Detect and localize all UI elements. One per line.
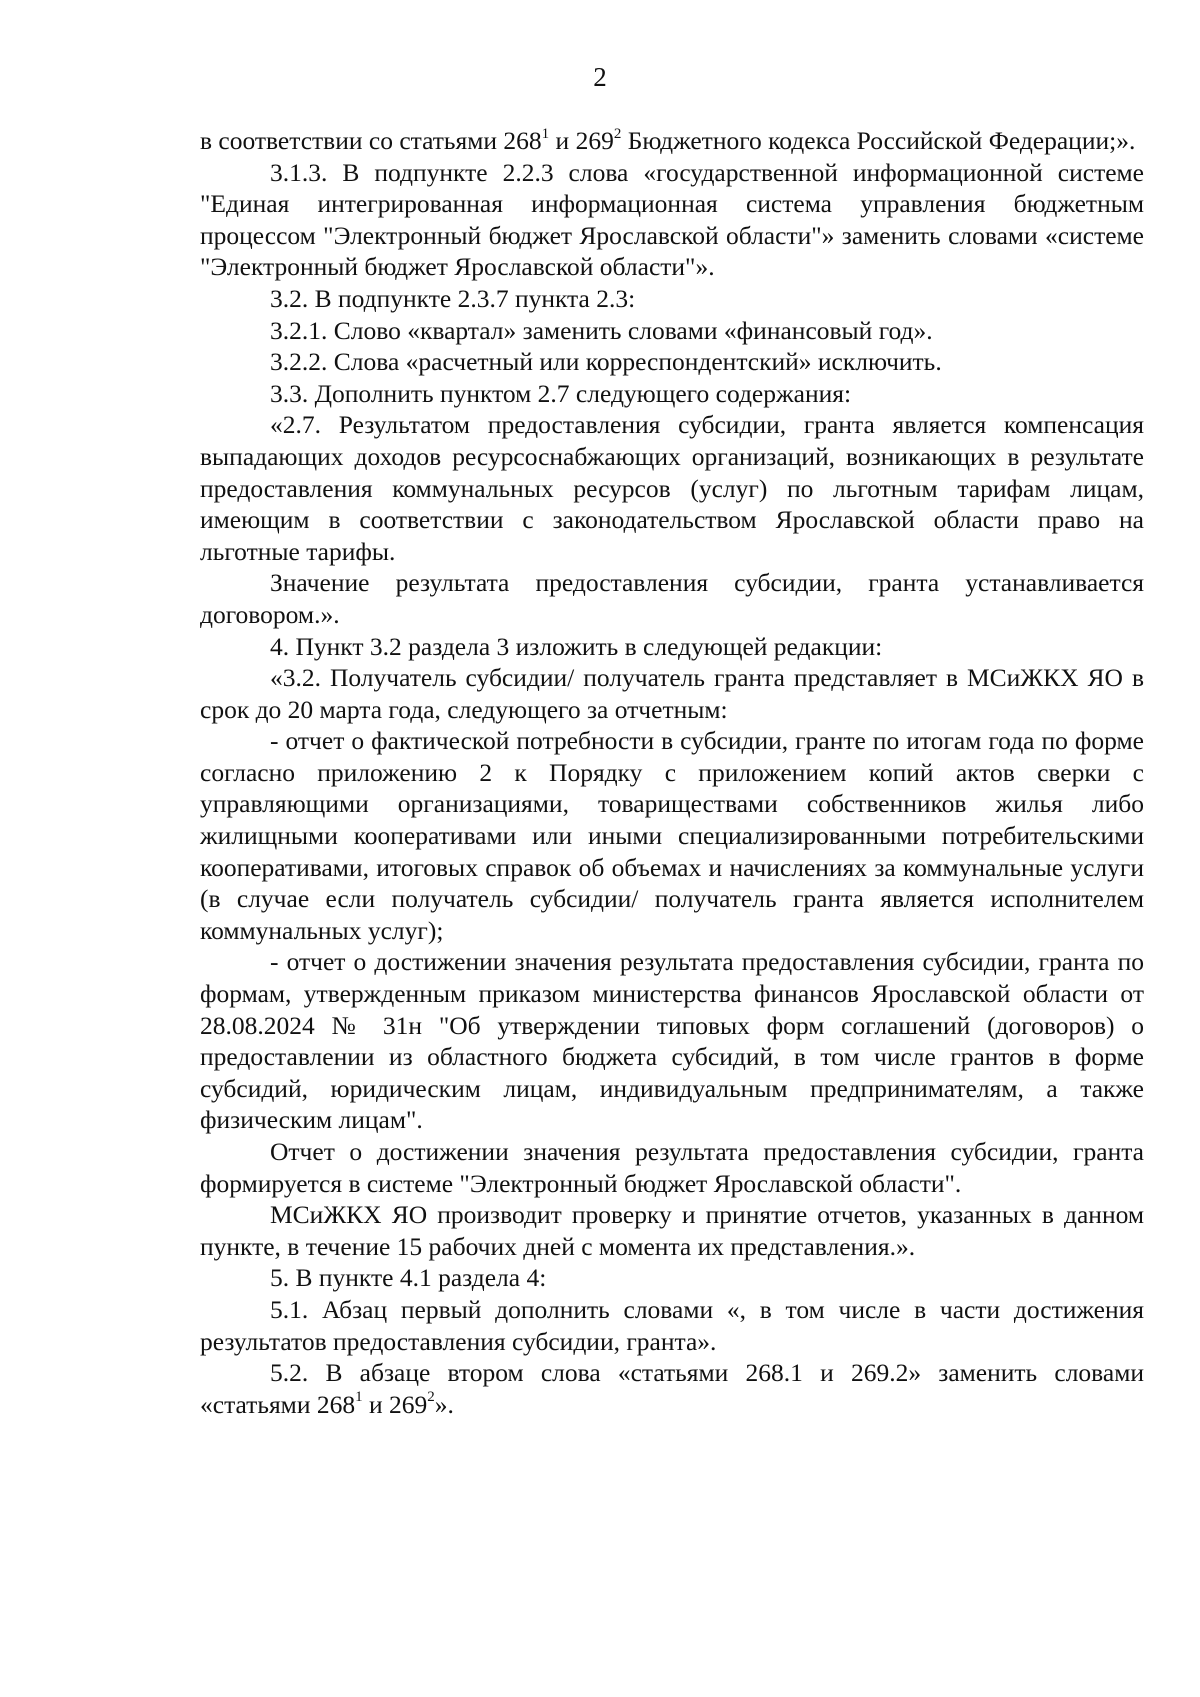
paragraph-3-1-3: 3.1.3. В подпункте 2.2.3 слова «государственной информационной системе "Единая интегрированная информационная система управления бюджетным процессом "Электронный бюджет Ярославской области"» заменить словами «системе "Электронный бюджет Ярославской области"».	[200, 157, 1144, 282]
paragraph-3-3: 3.3. Дополнить пунктом 2.7 следующего содержания:	[270, 378, 852, 408]
paragraph-5-2: 5.2. В абзаце втором слова «статьями 268.1 и 269.2» заменить словами «статьями $268^1$ и $269^2$».	[200, 1358, 1144, 1419]
paragraph-report-achievement: - отчет о достижении значения результата предоставления субсидии, гранта по формам, утвержденным приказом министерства финансов Ярославской области от 28.08.2024 № 31н "Об утверждении типовых форм соглашений (договоров) о предоставлении из областного бюджета субсидий, в том числе грантов в форме субсидий, юридическим лицам, индивидуальным предпринимателям, а также физическим лицам".	[200, 947, 1144, 1135]
page-number: 2	[593, 62, 607, 92]
paragraph-4: 4. Пункт 3.2 раздела 3 изложить в следующей редакции:	[270, 631, 883, 661]
document-body	[200, 125, 1144, 1420]
paragraph-5: 5. В пункте 4.1 раздела 4:	[270, 1263, 547, 1293]
paragraph-report-system: Отчет о достижении значения результата предоставления субсидии, гранта формируется в системе "Электронный бюджет Ярославской области".	[200, 1137, 1144, 1198]
paragraph-5-1: 5.1. Абзац первый дополнить словами «, в том числе в части достижения результатов предоставления субсидии, гранта».	[200, 1294, 1144, 1356]
paragraph-report-check: МСиЖКХ ЯО производит проверку и принятие отчетов, указанных в данном пункте, в течение 15 рабочих дней с момента их представления.».	[200, 1200, 1144, 1261]
paragraph-report-need: - отчет о фактической потребности в субсидии, гранте по итогам года по форме согласно приложению 2 к Порядку с приложением копий актов сверки с управляющими организациями, товариществами собственников жилья либо жилищными кооперативами или иными специализированными потребительскими кооперативами, итоговых справок об объемах и начислениях за коммунальные услуги (в случае если получатель субсидии/ получатель гранта является исполнителем коммунальных услуг);	[200, 726, 1144, 945]
paragraph-3-2: 3.2. В подпункте 2.3.7 пункта 2.3:	[270, 283, 636, 313]
paragraph-3-2-new: «3.2. Получатель субсидии/ получатель гранта представляет в МСиЖКХ ЯО в срок до 20 марта года, следующего за отчетным:	[200, 663, 1144, 724]
paragraph-result-value: Значение результата предоставления субсидии, гранта устанавливается договором.».	[200, 568, 1144, 629]
paragraph-2-7: «2.7. Результатом предоставления субсидии, гранта является компенсация выпадающих доходов ресурсоснабжающих организаций, возникающих в результате предоставления коммунальных ресурсов (услуг) по льготным тарифам лицам, имеющим в соответствии с законодательством Ярославской области право на льготные тарифы.	[200, 410, 1144, 566]
paragraph-continuation: в соответствии со статьями $268^1$ и $269^2$ Бюджетного кодекса Российской Федерации;».	[200, 125, 1136, 155]
paragraph-3-2-2: 3.2.2. Слова «расчетный или корреспондентский» исключить.	[270, 347, 942, 377]
paragraph-3-2-1: 3.2.1. Слово «квартал» заменить словами «финансовый год».	[270, 315, 933, 345]
